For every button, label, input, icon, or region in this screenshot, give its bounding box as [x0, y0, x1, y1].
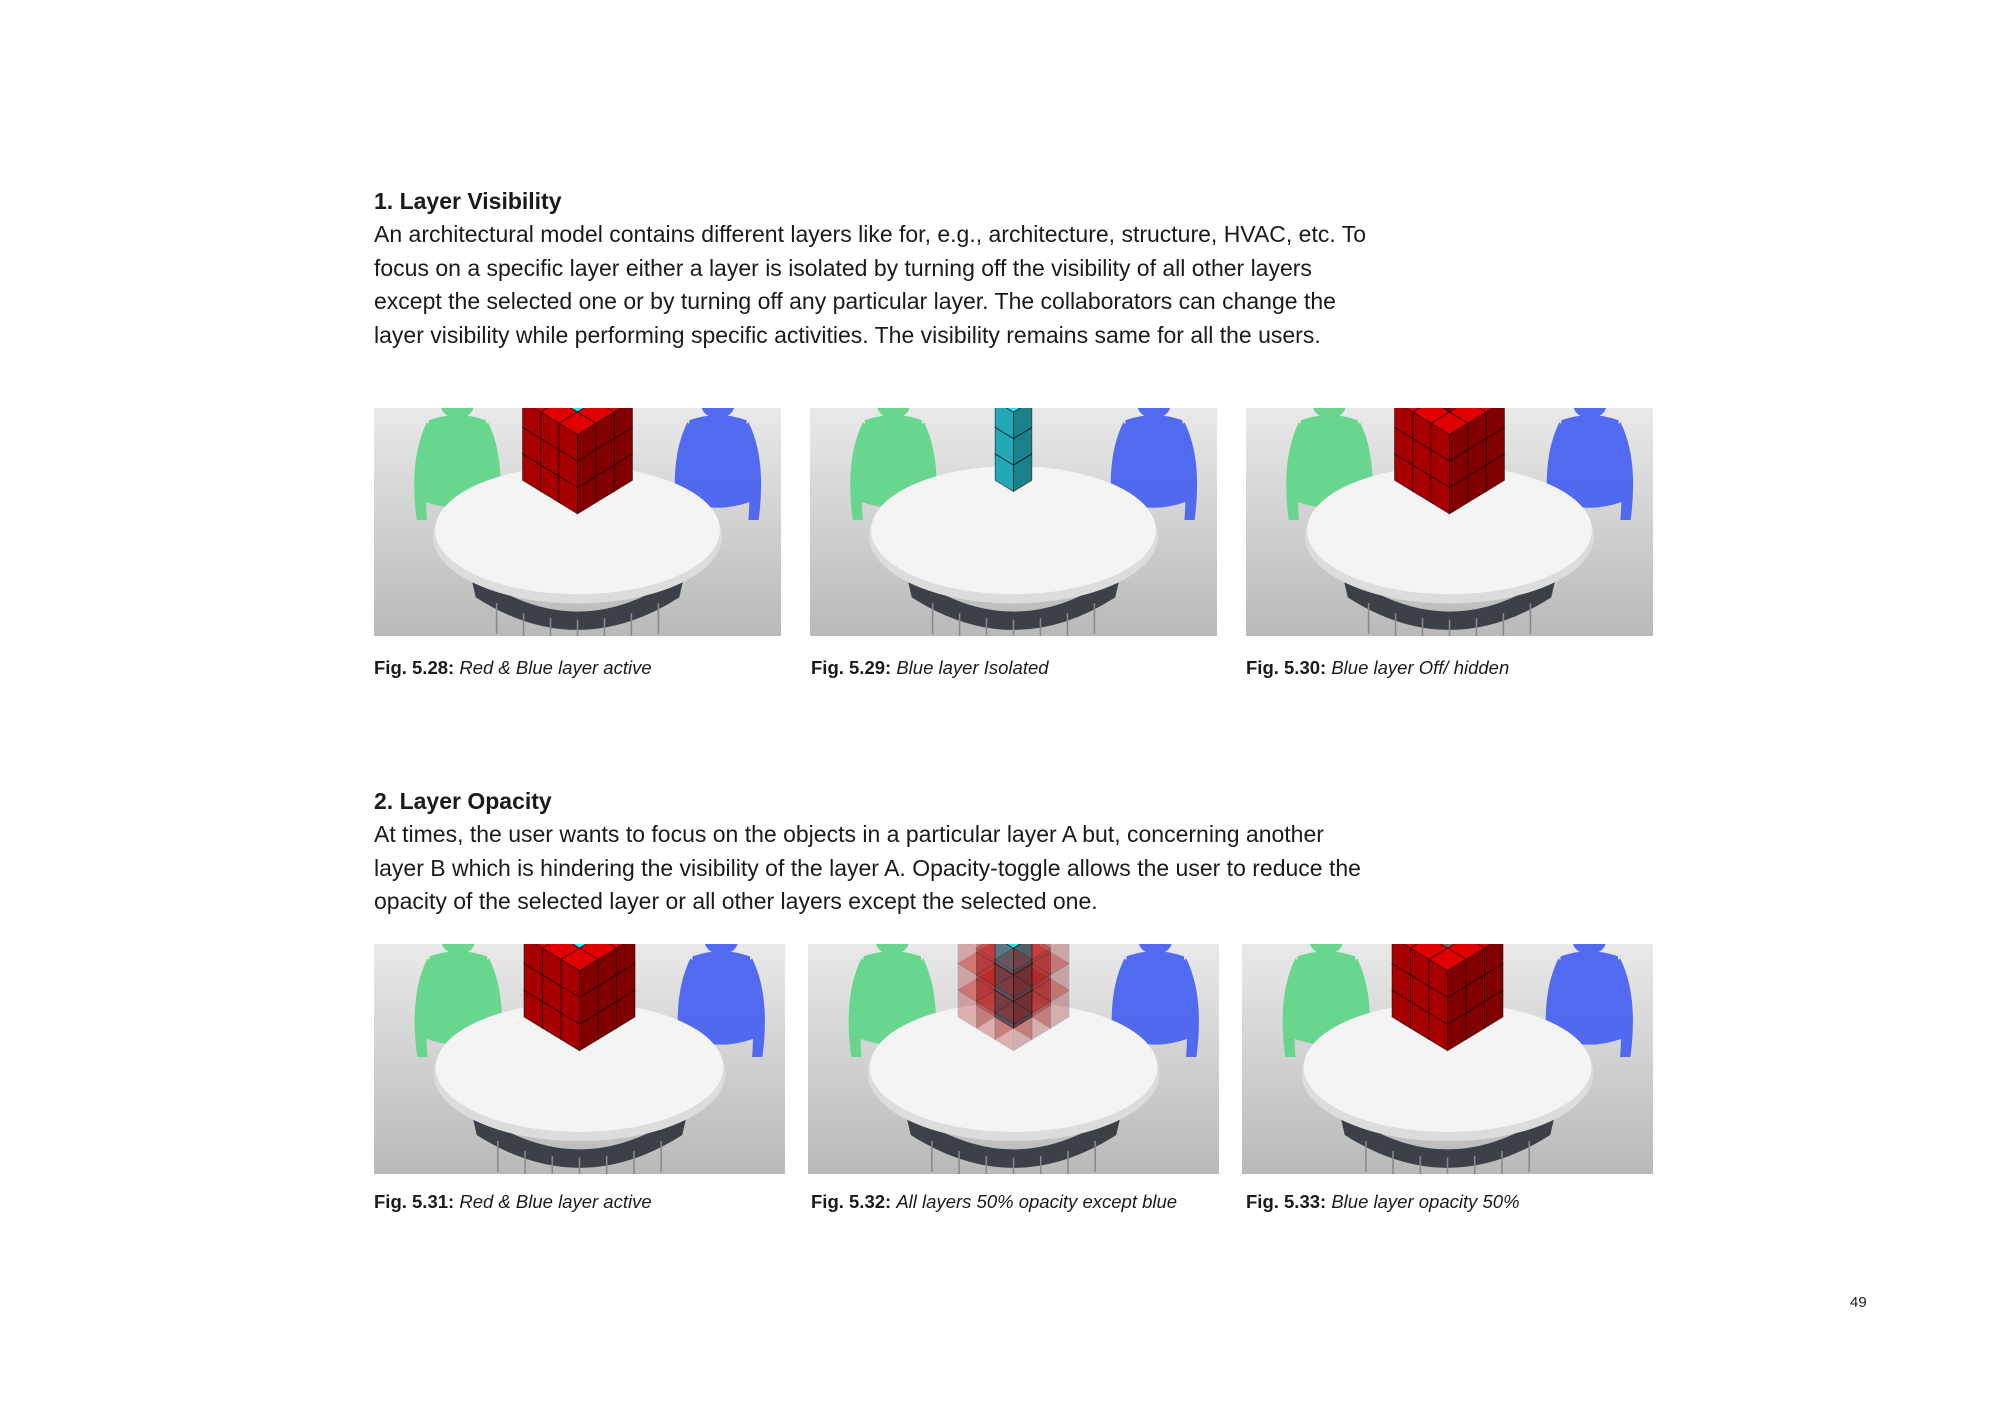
model-cube	[1429, 948, 1466, 997]
section-paragraph: An architectural model contains different layers like for, e.g., architecture, structure, HVAC, etc. To focus on a specific layer either a layer is isolated by turning off the visibility of all other layers except the selected one or by turning off any particular layer. The collaborators can change the layer visibility while performing specific activities. The visibility remains same for all the users.	[374, 221, 1367, 348]
figure-number: Fig. 5.33:	[1246, 1191, 1327, 1212]
page-number: 49	[1850, 1294, 1867, 1311]
figure-caption	[374, 656, 652, 680]
figure-number: Fig. 5.31:	[374, 1191, 455, 1212]
scene-render	[808, 944, 1219, 1174]
figure-image	[1246, 408, 1653, 636]
figure-caption	[1246, 1190, 1520, 1214]
figure-number: Fig. 5.32:	[811, 1191, 892, 1212]
model-cube	[1431, 412, 1468, 461]
figure-number: Fig. 5.30:	[1246, 657, 1327, 678]
figure-description: Blue layer Isolated	[896, 657, 1049, 678]
scene-render	[374, 944, 785, 1174]
figure-caption	[1246, 656, 1509, 680]
figure-description: Red & Blue layer active	[459, 657, 652, 678]
section-paragraph: At times, the user wants to focus on the objects in a particular layer A but, concerning another layer B which is hindering the visibility of the layer A. Opacity-toggle allows the user to reduce the opacity of the selected layer or all other layers except the selected one.	[374, 821, 1361, 914]
figure-description: Blue layer opacity 50%	[1331, 1191, 1520, 1212]
figure-description: All layers 50% opacity except blue	[896, 1191, 1178, 1212]
avatar-torso	[1121, 415, 1186, 508]
figure-image	[810, 408, 1217, 636]
figure-caption	[374, 1190, 652, 1214]
avatar-torso	[1556, 951, 1622, 1044]
figure-image	[1242, 944, 1653, 1174]
figure-caption	[811, 656, 1049, 680]
model-cube	[559, 412, 596, 461]
figure-number: Fig. 5.28:	[374, 657, 455, 678]
avatar-torso	[1122, 951, 1188, 1044]
figure-description: Red & Blue layer active	[459, 1191, 652, 1212]
figure-description: Blue layer Off/ hidden	[1331, 657, 1510, 678]
section-layer-opacity	[374, 786, 1374, 919]
scene-render	[374, 408, 781, 636]
figure-number: Fig. 5.29:	[811, 657, 892, 678]
figure-caption	[811, 1190, 1177, 1214]
model-cube	[995, 948, 1032, 997]
figure-image	[374, 408, 781, 636]
section-heading: 1. Layer Visibility	[374, 188, 562, 214]
scene-render	[1242, 944, 1653, 1174]
avatar-torso	[1557, 415, 1622, 508]
scene-render	[1246, 408, 1653, 636]
figure-image	[808, 944, 1219, 1174]
model-cube	[561, 948, 598, 997]
scene-render	[810, 408, 1217, 636]
avatar-torso	[688, 951, 754, 1044]
layer-model	[995, 408, 1032, 491]
section-heading: 2. Layer Opacity	[374, 788, 552, 814]
section-layer-visibility	[374, 186, 1374, 352]
figure-image	[374, 944, 785, 1174]
avatar-torso	[685, 415, 750, 508]
